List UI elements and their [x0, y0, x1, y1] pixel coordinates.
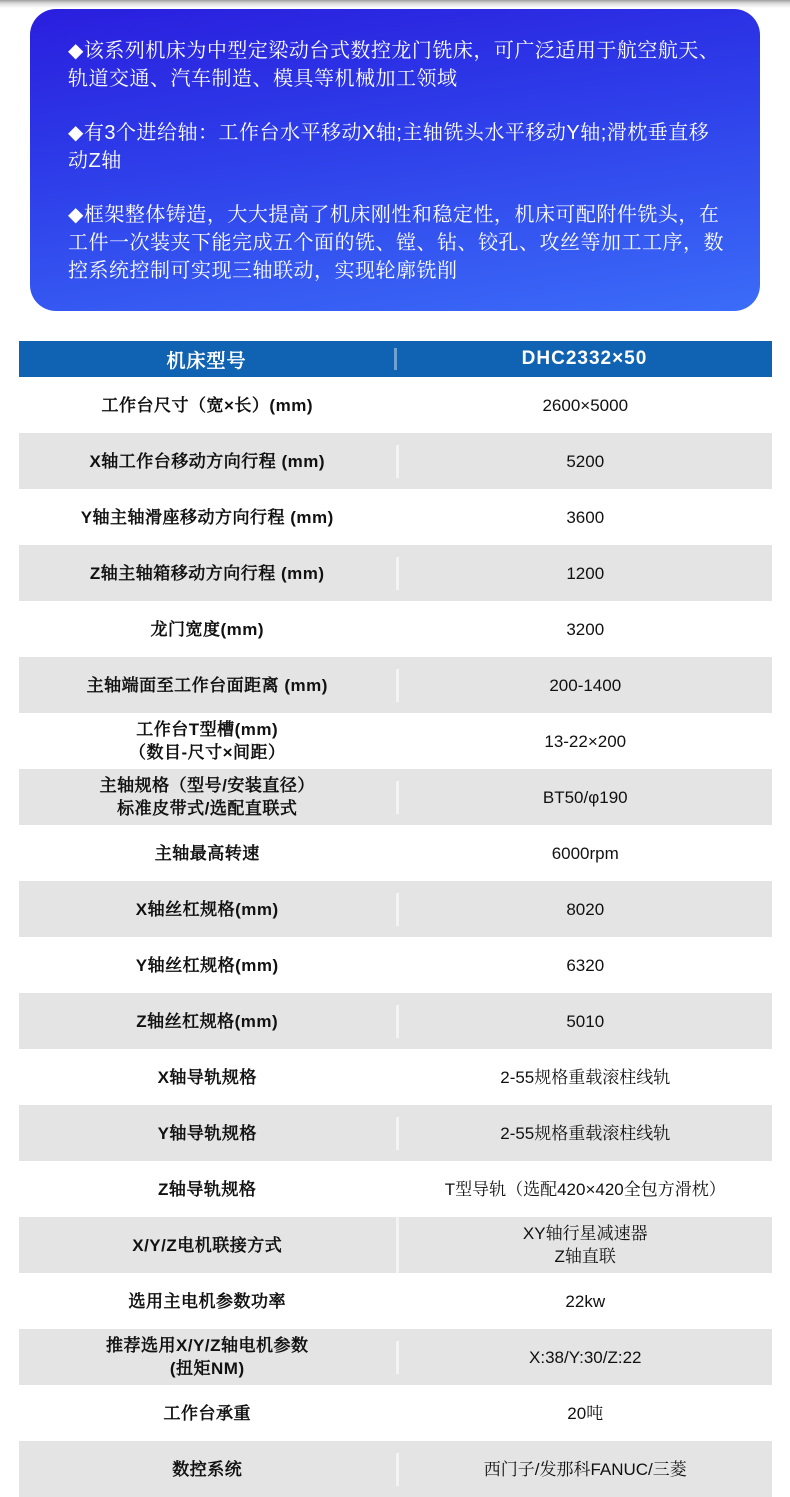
- spec-row: [19, 881, 772, 937]
- spec-label-line: 龙门宽度(mm): [150, 619, 265, 639]
- spec-value-cell: [396, 1217, 773, 1273]
- spec-header-row: [19, 341, 772, 377]
- spec-label-line: 主轴最高转速: [154, 843, 260, 863]
- spec-value-line: X:38/Y:30/Z:22: [529, 1347, 642, 1367]
- spec-row: [19, 433, 772, 489]
- spec-label-cell: [19, 1005, 396, 1038]
- spec-label-line: X/Y/Z电机联接方式: [132, 1235, 283, 1255]
- spec-value-cell: [396, 1061, 773, 1094]
- spec-value-line: 6000rpm: [551, 843, 619, 863]
- spec-label-line: X轴导轨规格: [157, 1067, 257, 1087]
- spec-value-line: 2-55规格重载滚柱线轨: [500, 1123, 671, 1143]
- spec-label-cell: [19, 1285, 396, 1318]
- spec-label-line: Y轴导轨规格: [157, 1123, 257, 1143]
- spec-header-model-value: DHC2332×50: [394, 348, 772, 370]
- spec-value-cell: [396, 1397, 773, 1430]
- spec-value-cell: [396, 669, 773, 702]
- spec-label-cell: [19, 837, 396, 870]
- spec-value-line: 3200: [566, 619, 605, 639]
- spec-label-cell: [19, 769, 396, 825]
- spec-label-cell: [19, 1061, 396, 1094]
- spec-label-line: 标准皮带式/选配直联式: [117, 799, 298, 818]
- spec-label-line: X轴工作台移动方向行程 (mm): [89, 451, 326, 471]
- spec-value-line: 西门子/发那科FANUC/三菱: [483, 1459, 687, 1479]
- spec-value-cell: [396, 725, 773, 758]
- spec-value-cell: [396, 893, 773, 926]
- spec-row: [19, 1161, 772, 1217]
- spec-value-cell: [396, 1117, 773, 1150]
- spec-row: [19, 825, 772, 881]
- spec-row: [19, 1441, 772, 1497]
- spec-value-cell: [396, 1453, 773, 1486]
- spec-value-line: 2600×5000: [542, 395, 629, 415]
- spec-value-cell: [396, 1005, 773, 1038]
- spec-label-line: Z轴主轴箱移动方向行程 (mm): [89, 563, 325, 583]
- spec-row: [19, 1329, 772, 1385]
- spec-value-line: 8020: [566, 899, 605, 919]
- intro-bullet-item: ◆该系列机床为中型定梁动台式数控龙门铣床，可广泛适用于航空航天、轨道交通、汽车制造、模具等机械加工领域: [68, 40, 720, 90]
- spec-row: [19, 489, 772, 545]
- spec-value-line: 200-1400: [549, 675, 622, 695]
- spec-label-line: 选用主电机参数功率: [128, 1291, 286, 1311]
- spec-label-cell: [19, 501, 396, 534]
- spec-row: [19, 1105, 772, 1161]
- spec-row: [19, 769, 772, 825]
- spec-row: [19, 1217, 772, 1273]
- spec-value-line: Z轴直联: [554, 1247, 616, 1266]
- spec-label-cell: [19, 613, 396, 646]
- spec-value-line: 22kw: [565, 1291, 606, 1311]
- spec-row: [19, 601, 772, 657]
- spec-label-cell: [19, 1173, 396, 1206]
- spec-label-line: 工作台承重: [163, 1403, 251, 1423]
- spec-value-line: BT50/φ190: [542, 787, 628, 807]
- spec-label-line: (扭矩NM): [169, 1359, 245, 1378]
- spec-value-cell: [396, 837, 773, 870]
- spec-value-cell: [396, 613, 773, 646]
- spec-value-cell: [396, 1341, 773, 1374]
- spec-label-line: 主轴端面至工作台面距离 (mm): [86, 675, 328, 695]
- spec-label-line: Y轴主轴滑座移动方向行程 (mm): [80, 507, 334, 527]
- spec-label-cell: [19, 669, 396, 702]
- spec-row: [19, 1273, 772, 1329]
- spec-value-cell: [396, 501, 773, 534]
- spec-label-line: Y轴丝杠规格(mm): [135, 955, 279, 975]
- spec-value-line: 5010: [566, 1011, 605, 1031]
- spec-value-line: 3600: [566, 507, 605, 527]
- spec-label-cell: [19, 1453, 396, 1486]
- spec-label-line: 推荐选用X/Y/Z轴电机参数: [105, 1336, 309, 1355]
- spec-label-line: （数目-尺寸×间距）: [128, 743, 286, 762]
- spec-table-body: [19, 377, 772, 1497]
- spec-value-line: 20吨: [567, 1403, 604, 1423]
- spec-label-line: 工作台T型槽(mm): [136, 720, 279, 739]
- spec-label-line: Z轴导轨规格: [158, 1179, 257, 1199]
- spec-label-cell: [19, 1329, 396, 1385]
- spec-label-line: Z轴丝杠规格(mm): [136, 1011, 279, 1031]
- spec-label-line: 数控系统: [172, 1459, 243, 1479]
- spec-label-cell: [19, 1117, 396, 1150]
- spec-label-cell: [19, 445, 396, 478]
- top-shadow-strip: [0, 0, 790, 8]
- spec-value-cell: [396, 1173, 773, 1206]
- spec-label-cell: [19, 1397, 396, 1430]
- spec-value-line: 5200: [566, 451, 605, 471]
- spec-label-cell: [19, 893, 396, 926]
- spec-label-line: 主轴规格（型号/安装直径）: [99, 776, 315, 795]
- spec-row: [19, 993, 772, 1049]
- spec-label-line: X轴丝杠规格(mm): [135, 899, 279, 919]
- spec-value-line: 6320: [566, 955, 605, 975]
- spec-row: [19, 1385, 772, 1441]
- spec-value-line: 2-55规格重载滚柱线轨: [500, 1067, 671, 1087]
- intro-panel: [30, 9, 760, 311]
- spec-label-cell: [19, 389, 396, 422]
- spec-label-cell: [19, 949, 396, 982]
- spec-label-cell: [19, 713, 396, 769]
- spec-label-cell: [19, 1229, 396, 1262]
- spec-value-cell: [396, 949, 773, 982]
- spec-label-line: 工作台尺寸（宽×长）(mm): [101, 395, 313, 415]
- spec-value-cell: [396, 781, 773, 814]
- spec-header-model-label: 机床型号: [166, 350, 247, 372]
- spec-value-cell: [396, 1285, 773, 1318]
- intro-bullet-item: ◆有3个进给轴：工作台水平移动X轴;主轴铣头水平移动Y轴;滑枕垂直移动Z轴: [68, 122, 710, 172]
- spec-value-line: XY轴行星减速器: [522, 1224, 648, 1243]
- spec-row: [19, 713, 772, 769]
- spec-value-line: 1200: [566, 563, 605, 583]
- spec-label-cell: [19, 557, 396, 590]
- spec-value-cell: [396, 557, 773, 590]
- spec-table: [19, 341, 772, 1497]
- spec-row: [19, 657, 772, 713]
- spec-row: [19, 1049, 772, 1105]
- spec-row: [19, 377, 772, 433]
- spec-row: [19, 937, 772, 993]
- spec-value-cell: [396, 389, 773, 422]
- spec-value-line: 13-22×200: [544, 731, 627, 751]
- spec-row: [19, 545, 772, 601]
- intro-bullet-item: ◆框架整体铸造，大大提高了机床刚性和稳定性，机床可配附件铣头，在工件一次装夹下能完成五个面的铣、镗、钻、铰孔、攻丝等加工工序，数控系统控制可实现三轴联动，实现轮廓铣削: [68, 204, 724, 282]
- spec-value-line: T型导轨（选配420×420全包方滑枕）: [444, 1179, 726, 1199]
- spec-value-cell: [396, 445, 773, 478]
